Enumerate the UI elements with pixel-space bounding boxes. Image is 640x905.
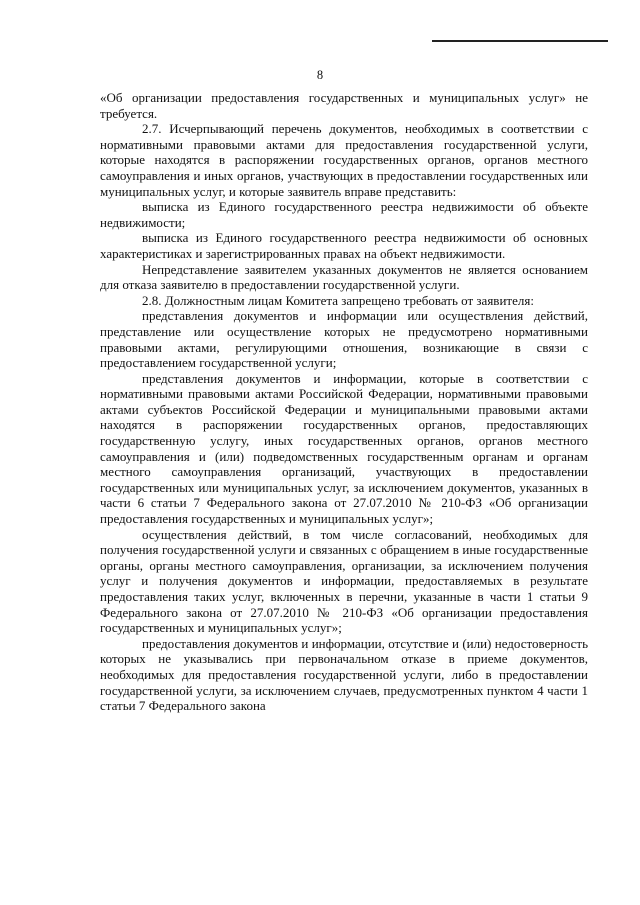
paragraph-continuation: «Об организации предоставления государственных и муниципальных услуг» не требуется.	[100, 90, 588, 121]
list-item-egrn-object: выписка из Единого государственного реестра недвижимости об объекте недвижимости;	[100, 199, 588, 230]
header-rule	[432, 40, 608, 42]
paragraph-non-submission: Непредставление заявителем указанных документов не является основанием для отказа заявителю в предоставлении государственной услуги.	[100, 261, 588, 293]
list-item-actions: представления документов и информации или осуществления действий, представление или осуществление которых не предусмотрено нормативными правовыми актами, регулирующими отношения, возникающие в связи с предоставлением государственной услуги;	[100, 308, 588, 371]
paragraph-2-7: 2.7. Исчерпывающий перечень документов, необходимых в соответствии с нормативными правовыми актами для предоставления государственной услуги, которые находятся в распоряжении государственных органов, органов местного самоуправления и иных органов, участвующих в предоставлении государственных или муниципальных услуг, и которые заявитель вправе представить:	[100, 121, 588, 199]
list-item-missing-info: предоставления документов и информации, отсутствие и (или) недостоверность которых не указывались при первоначальном отказе в приеме документов, необходимых для предоставления государственной услуги, либо в предоставлении государственной услуги, за исключением случаев, предусмотренных пунктом 4 части 1 статьи 7 Федерального закона	[100, 635, 588, 714]
list-item-egrn-characteristics: выписка из Единого государственного реестра недвижимости об основных характеристиках и зарегистрированных правах на объект недвижимости.	[100, 230, 588, 261]
body-text	[100, 90, 588, 714]
paragraph-2-8: 2.8. Должностным лицам Комитета запрещено требовать от заявителя:	[142, 292, 534, 308]
page-number: 8	[316, 68, 324, 82]
list-item-approvals: осуществления действий, в том числе согласований, необходимых для получения государственной услуги и связанных с обращением в иные государственные органы, органы местного самоуправления, организации, за исключением получения услуг и получения документов и информации, предоставляемых в результате предоставления таких услуг, включенных в перечни, указанные в части 1 статьи 9 Федерального закона от 27.07.2010 № 210-ФЗ «Об организации предоставления государственных и муниципальных услуг»;	[100, 526, 588, 636]
list-item-documents: представления документов и информации, которые в соответствии с нормативными правовыми актами Российской Федерации, нормативными правовыми актами субъектов Российской Федерации и муниципальными правовыми актами находятся в распоряжении государственных органов, предоставляющих государственную услугу, иных государственных органов, органов местного самоуправления и (или) подведомственных государственным органам и органам местного самоуправления организаций, участвующих в предоставлении государственных или муниципальных услуг, за исключением документов, указанных в части 6 статьи 7 Федерального закона от 27.07.2010 № 210-ФЗ «Об организации предоставления государственных и муниципальных услуг»;	[100, 370, 588, 527]
